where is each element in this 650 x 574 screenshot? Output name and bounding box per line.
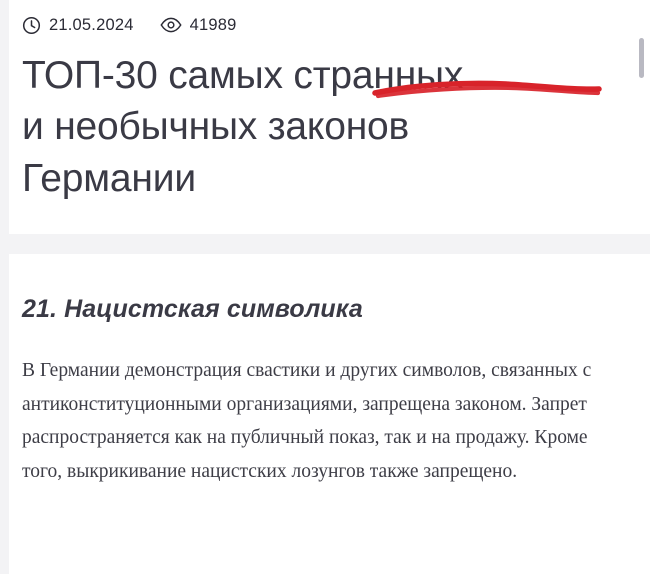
section-divider-band xyxy=(0,234,650,254)
page-title-line-2: и необычных законов xyxy=(22,105,410,149)
section-paragraph: В Германии демонстрация свастики и других символов, связанных с антиконституционными организациями, запрещена законом. Запрет распространяется как на публичный показ, так и на продажу. Кроме того, выкрикивание нацистских лозунгов также запрещено. xyxy=(22,360,592,482)
view-count-label: 41989 xyxy=(189,15,237,34)
article-content xyxy=(22,0,628,204)
view-count xyxy=(160,17,237,34)
page-title-line-3: Германии xyxy=(22,156,196,200)
page-title-line-1: ТОП-30 самых странных xyxy=(22,54,464,97)
left-gutter xyxy=(0,0,9,574)
publish-date xyxy=(22,16,134,35)
section-heading: 21. Нацистская символика xyxy=(22,295,363,323)
vertical-scrollbar[interactable] xyxy=(640,0,647,574)
eye-icon xyxy=(160,17,182,33)
article-section xyxy=(22,254,628,488)
article-meta xyxy=(22,10,628,40)
clock-icon xyxy=(22,16,41,35)
scrollbar-thumb[interactable] xyxy=(639,38,644,78)
page-title xyxy=(22,50,628,204)
publish-date-label: 21.05.2024 xyxy=(49,15,134,34)
